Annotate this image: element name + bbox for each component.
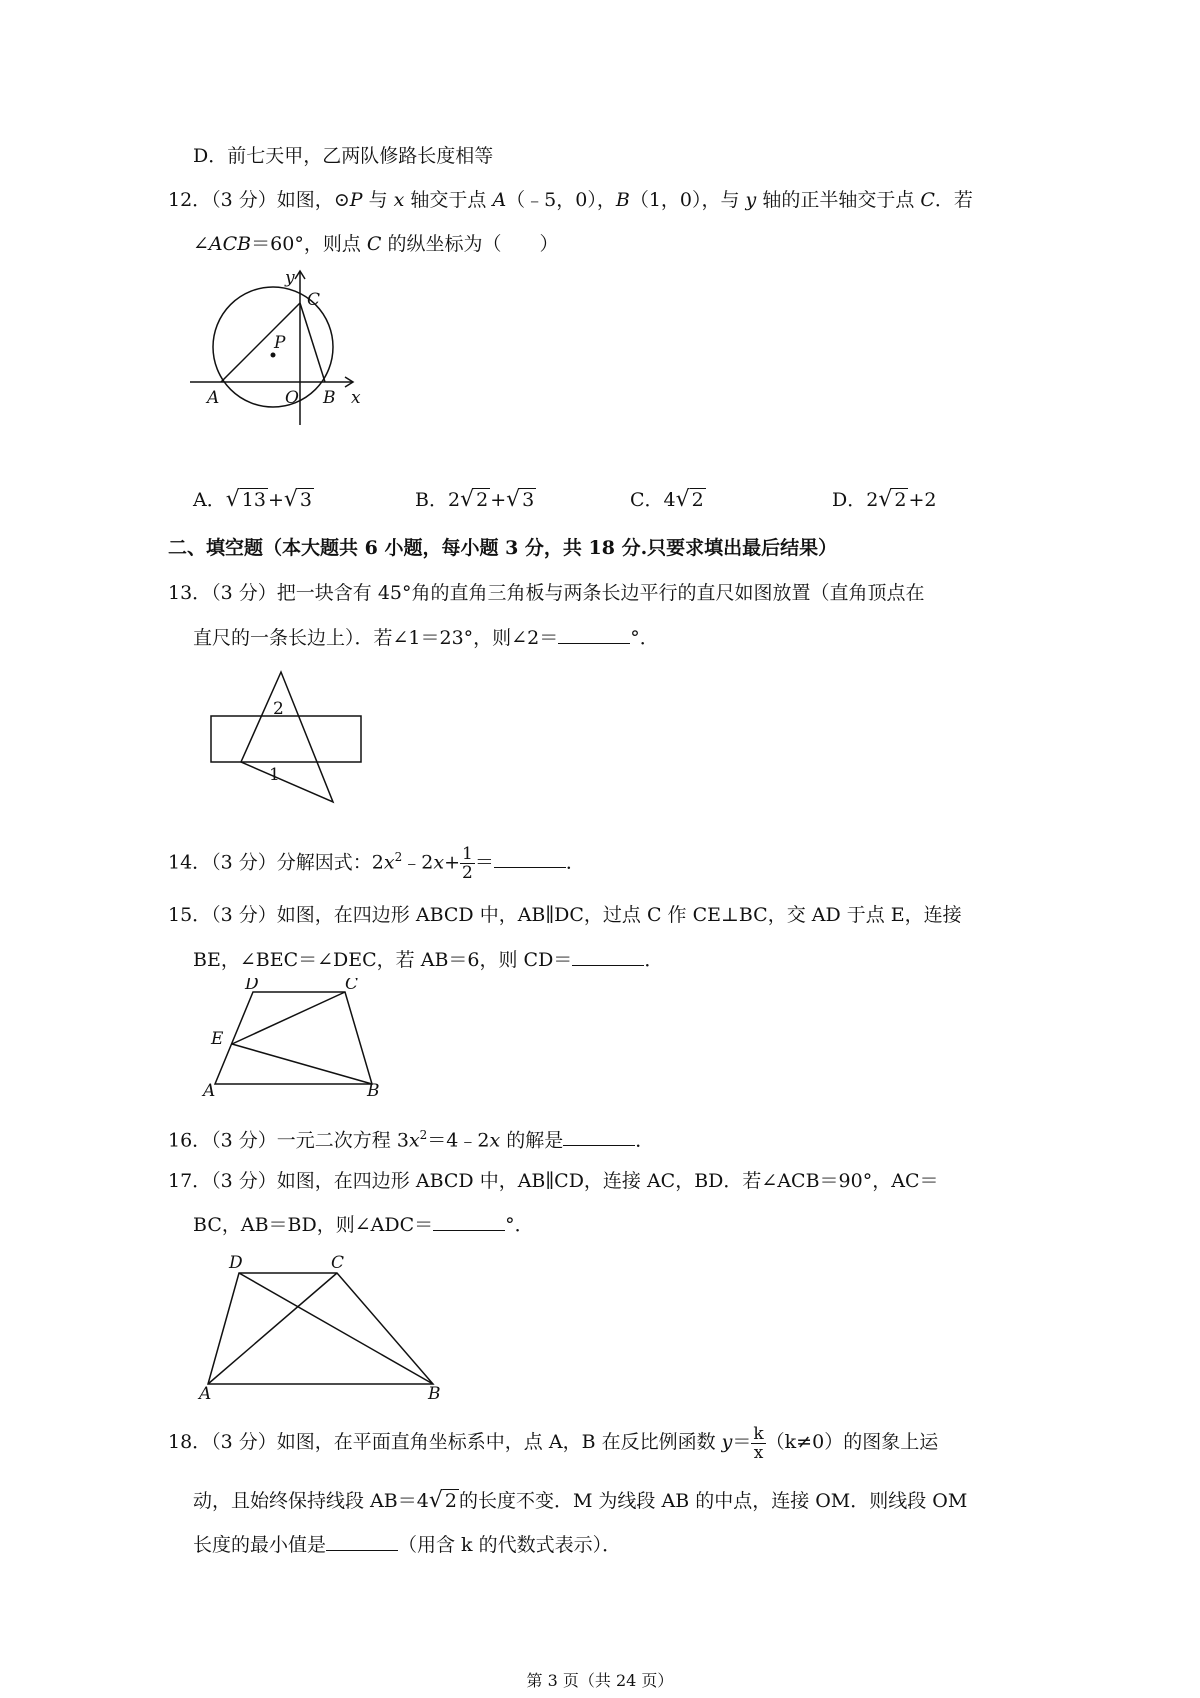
q12-text-b: 轴交于点 <box>404 189 493 211</box>
option-c-coef: 4 <box>663 489 676 511</box>
q14-numerator: 1 <box>462 843 473 864</box>
q12-line2 <box>193 229 558 259</box>
option-b-radicand2: 3 <box>522 489 535 511</box>
q16-square: 2 <box>419 1128 428 1142</box>
q13-answer-blank <box>558 623 630 644</box>
q18-y: y <box>721 1431 733 1453</box>
q12-c2: C <box>366 233 382 255</box>
section2-title: 二、填空题（本大题共 6 小题，每小题 3 分，共 18 分.只要求填出最后结果） <box>168 537 838 559</box>
q18-line2-end: 的长度不变．M 为线段 AB 的中点，连接 OM．则线段 OM <box>458 1490 968 1512</box>
radical-icon: √ <box>506 487 521 512</box>
q16-tail: 的解是 <box>500 1129 564 1152</box>
q12-y: y <box>745 189 757 211</box>
segment-ac <box>208 1273 337 1384</box>
q15-line2-text: BE，∠BEC＝∠DEC，若 AB＝6，则 CD＝ <box>193 949 573 971</box>
option-b-plus: + <box>490 489 507 511</box>
q13-figure <box>205 668 375 808</box>
q12-circle-p: ⊙P <box>333 189 363 211</box>
radical-icon: √ <box>428 1488 443 1513</box>
q14-eq: ＝ <box>474 851 494 874</box>
radical-icon: √ <box>283 487 298 512</box>
label-y: y <box>285 268 295 288</box>
q18-line1 <box>168 1420 938 1464</box>
q16-mid: ＝4﹣2 <box>427 1129 490 1152</box>
q15-line2-end: ． <box>644 949 664 971</box>
q12-text-a: 与 <box>362 189 394 211</box>
q17-line2-end: °． <box>505 1214 534 1236</box>
q18-line3 <box>193 1530 621 1560</box>
q14-answer-blank <box>494 847 566 868</box>
option-b-coef: 2 <box>447 489 461 511</box>
option-a-plus: + <box>267 489 284 511</box>
label-b: B <box>323 388 336 408</box>
q12-option-c <box>630 485 706 515</box>
point-p <box>271 353 276 358</box>
q12-line1 <box>168 185 973 215</box>
ruler <box>211 716 361 762</box>
label-x: x <box>351 388 361 408</box>
q18-line2-text: 动，且始终保持线段 AB＝4 <box>193 1490 429 1512</box>
q13-line2 <box>193 623 659 653</box>
label-a: A <box>199 1384 212 1400</box>
q14-plus: + <box>444 851 460 874</box>
set-square <box>241 672 333 802</box>
option-c-radicand: 2 <box>691 489 704 511</box>
segment-eb <box>232 1044 372 1084</box>
q12-end: 的纵坐标为（ ） <box>381 233 559 255</box>
q12-option-b <box>415 485 536 515</box>
segment-ec <box>232 992 345 1044</box>
q12-figure <box>185 265 385 430</box>
q11-option-d: D．前七天甲，乙两队修路长度相等 <box>193 145 494 167</box>
option-b-label: B． <box>415 489 448 511</box>
option-d-radicand: 2 <box>894 489 907 511</box>
q12-text-d: ．若 <box>934 189 973 211</box>
q14-end: ． <box>565 851 585 874</box>
q12-x: x <box>393 189 405 211</box>
q16-line <box>168 1120 654 1155</box>
page-footer: 第 3 页（共 24 页） <box>526 1671 674 1690</box>
angle-1-label: 1 <box>269 765 280 785</box>
option-d-tail: +2 <box>908 489 937 511</box>
q16-answer-blank <box>563 1125 635 1146</box>
q17-line2-text: BC，AB＝BD，则∠ADC＝ <box>193 1214 434 1236</box>
q14-prefix: 14．（3 分）分解因式：2 <box>168 851 384 874</box>
option-b-radicand1: 2 <box>476 489 489 511</box>
radical-icon: √ <box>878 487 893 512</box>
label-b: B <box>428 1384 441 1400</box>
segment-bd <box>239 1273 433 1384</box>
q18-radicand: 2 <box>444 1490 457 1512</box>
q18-line1-end: （k≠0）的图象上运 <box>765 1431 939 1453</box>
q12-a: A <box>492 189 507 211</box>
label-c: C <box>331 1253 345 1273</box>
option-a-radicand2: 3 <box>299 489 312 511</box>
q12-b: B <box>615 189 630 211</box>
q15-line1: 15．（3 分）如图，在四边形 ABCD 中，AB∥DC，过点 C 作 CE⊥BC，交 AD 于点 E，连接 <box>168 904 962 926</box>
label-b: B <box>367 1081 380 1096</box>
label-d: D <box>229 1253 243 1273</box>
q16-end: ． <box>635 1129 655 1152</box>
q12-angle: ∠ACB <box>193 233 252 255</box>
q18-answer-blank <box>326 1530 398 1551</box>
q13-line1: 13．（3 分）把一块含有 45°角的直角三角板与两条长边平行的直尺如图放置（直角顶点在 <box>168 582 925 604</box>
angle-2-label: 2 <box>273 699 284 719</box>
radical-icon: √ <box>225 487 240 512</box>
q12-option-a <box>193 485 314 515</box>
option-a-radicand1: 13 <box>241 489 266 511</box>
q17-line2 <box>193 1210 534 1240</box>
q17-figure <box>195 1250 455 1400</box>
label-c: C <box>345 978 359 994</box>
radical-icon: √ <box>460 487 475 512</box>
q18-line2 <box>193 1486 967 1516</box>
quad-abcd <box>208 1273 433 1384</box>
label-a: A <box>203 1081 216 1096</box>
q16-x: x <box>408 1129 420 1152</box>
q16-prefix: 16．（3 分）一元二次方程 3 <box>168 1129 409 1152</box>
q12-eq: ＝60°，则点 <box>251 233 367 255</box>
q18-line3-text: 长度的最小值是 <box>193 1534 327 1556</box>
q12-coord-a: （﹣5，0）， <box>506 189 616 211</box>
label-a: A <box>207 388 220 408</box>
quad-abcd <box>215 992 372 1084</box>
q14-square: 2 <box>394 850 403 864</box>
q18-fraction <box>751 1425 765 1462</box>
label-e: E <box>211 1029 224 1049</box>
q18-line1-text: 18．（3 分）如图，在平面直角坐标系中，点 A，B 在反比例函数 <box>168 1431 722 1453</box>
q17-answer-blank <box>433 1210 505 1231</box>
q13-line2-end: °． <box>630 627 659 649</box>
q18-eq: ＝ <box>732 1431 752 1453</box>
q15-figure <box>195 978 420 1096</box>
q17-line1: 17．（3 分）如图，在四边形 ABCD 中，AB∥CD，连接 AC，BD．若∠ACB＝90°，AC＝ <box>168 1170 939 1192</box>
option-d-coef: 2 <box>866 489 879 511</box>
q18-numerator: k <box>753 1423 764 1444</box>
q14-x: x <box>383 851 395 874</box>
q12-coord-b: （1，0），与 <box>629 189 746 211</box>
label-d: D <box>245 978 259 994</box>
label-o: O <box>285 388 299 408</box>
label-p: P <box>274 333 286 353</box>
q16-x2: x <box>489 1129 501 1152</box>
q12-text-c: 轴的正半轴交于点 <box>756 189 921 211</box>
q12-c: C <box>920 189 935 211</box>
radical-icon: √ <box>675 487 690 512</box>
q15-answer-blank <box>572 945 644 966</box>
q13-line2-text: 直尺的一条长边上）．若∠1＝23°，则∠2＝ <box>193 627 559 649</box>
q14-fraction <box>460 845 475 882</box>
label-c: C <box>307 290 321 310</box>
option-a-label: A． <box>193 489 226 511</box>
q18-denominator: x <box>753 1442 764 1463</box>
q12-option-d <box>832 485 936 515</box>
option-c-label: C． <box>630 489 664 511</box>
q15-line2 <box>193 945 663 975</box>
q14-denominator: 2 <box>462 862 473 883</box>
q14-x2: x <box>433 851 445 874</box>
q14-mid: ﹣2 <box>402 851 434 874</box>
option-d-label: D． <box>832 489 867 511</box>
segment-ac <box>221 303 300 382</box>
segment-cb <box>300 303 325 382</box>
q18-line3-end: （用含 k 的代数式表示）． <box>398 1534 622 1556</box>
q12-number: 12．（3 分）如图， <box>168 189 334 211</box>
q14-line <box>168 835 585 884</box>
